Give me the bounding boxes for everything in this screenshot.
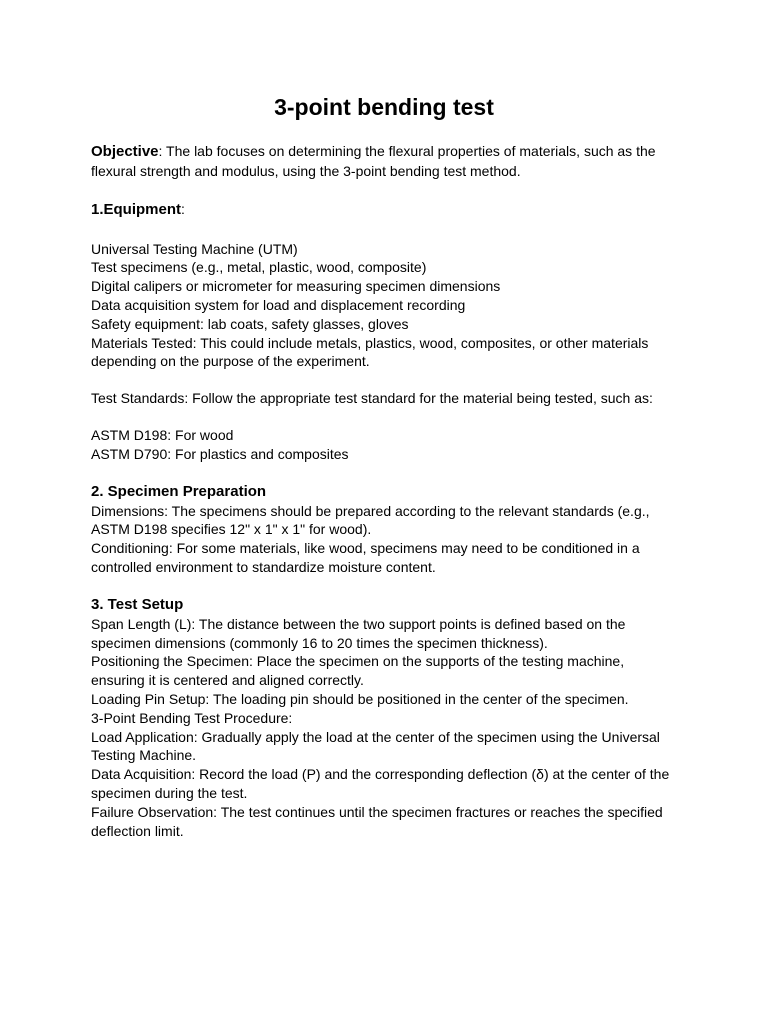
setup-item: Load Application: Gradually apply the load at the center of the specimen using the Universal Testing Machine. (91, 728, 660, 764)
setup-item: 3-Point Bending Test Procedure: (91, 709, 293, 726)
objective-text: : The lab focuses on determining the flexural properties of materials, such as the flexural strength and modulus, using the 3-point bending test method. (91, 143, 656, 179)
materials-tested: Materials Tested: This could include metals, plastics, wood, composites, or other materials depending on the purpose of the experiment. (91, 334, 649, 370)
standard-item: ASTM D790: For plastics and composites (91, 445, 349, 462)
setup-item: Failure Observation: The test continues until the specimen fractures or reaches the specified deflection limit. (91, 803, 663, 839)
document-body (91, 142, 681, 840)
standard-item: ASTM D198: For wood (91, 426, 234, 443)
equipment-item: Universal Testing Machine (UTM) (91, 240, 298, 257)
equipment-item: Safety equipment: lab coats, safety glasses, gloves (91, 315, 409, 332)
equipment-heading-text: 1.Equipment (91, 200, 182, 218)
equipment-item: Data acquisition system for load and displacement recording (91, 296, 466, 313)
setup-item: Loading Pin Setup: The loading pin should be positioned in the center of the specimen. (91, 690, 629, 707)
preparation-item: Conditioning: For some materials, like wood, specimens may need to be conditioned in a controlled environment to standardize moisture content. (91, 540, 640, 575)
objective-label: Objective (91, 143, 159, 160)
equipment-item: Digital calipers or micrometer for measuring specimen dimensions (91, 278, 501, 295)
equipment-item: Test specimens (e.g., metal, plastic, wood, composite) (91, 259, 427, 276)
specimen-preparation-heading: 2. Specimen Preparation (91, 482, 267, 500)
test-setup-heading: 3. Test Setup (91, 595, 184, 613)
setup-item: Positioning the Specimen: Place the specimen on the supports of the testing machine, ensuring it is centered and aligned correctly. (91, 653, 625, 689)
document-title: 3-point bending test (274, 94, 494, 120)
equipment-heading (91, 199, 681, 220)
objective-paragraph (91, 142, 681, 181)
preparation-item: Dimensions: The specimens should be prepared according to the relevant standards (e.g., ASTM D198 specifies 12" x 1" x 1" for wood). (91, 502, 650, 538)
test-standards-intro: Test Standards: Follow the appropriate test standard for the material being tested, such as: (91, 390, 653, 407)
setup-item: Span Length (L): The distance between the two support points is defined based on the specimen dimensions (commonly 16 to 20 times the specimen thickness). (91, 615, 626, 651)
setup-item: Data Acquisition: Record the load (P) and the corresponding deflection (δ) at the center of the specimen during the test. (91, 766, 670, 801)
equipment-heading-colon: : (181, 200, 185, 217)
